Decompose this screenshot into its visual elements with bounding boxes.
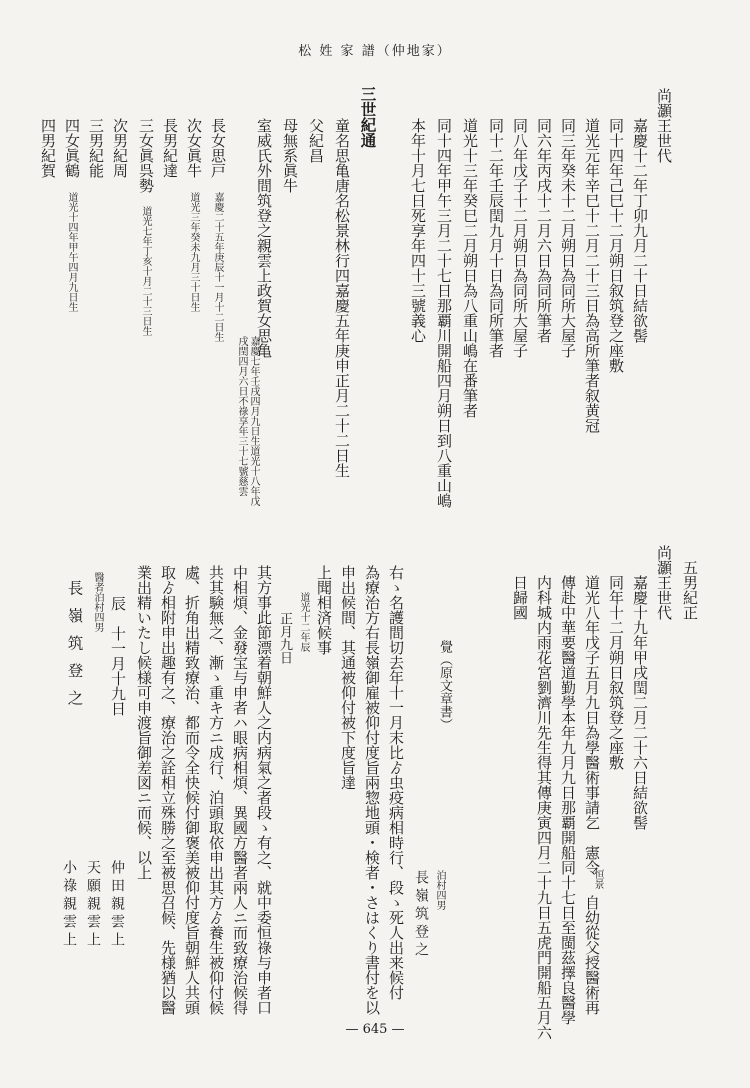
reign-heading: 尚灝王世代 bbox=[655, 88, 673, 163]
son-3: 三男紀能 bbox=[87, 118, 105, 178]
daughter-3: 三女眞呉勢 bbox=[137, 118, 155, 193]
wife-note: 戌閏四月六日不祿享年三十七號慈雲 bbox=[236, 336, 247, 496]
record-entry: 同十四年甲午三月二十七日那覇川開船四月朔日到八重山嶋 bbox=[435, 118, 453, 508]
lower-entry: 道光八年戊子五月九日為學醫術事請乞 憲令 bbox=[583, 575, 601, 875]
letter-line: 其方事此節漂着朝鮮人之内病氣之者段ゝ有之、就中委恒祿与申者口 bbox=[255, 565, 273, 1015]
son-1: 長男紀達 bbox=[161, 118, 179, 178]
daughter-3-note: 道光七年丁亥十月二十三日生 bbox=[140, 206, 151, 336]
lower-entry: 日歸國 bbox=[511, 575, 529, 620]
record-entry: 道光十三年癸巳二月朔日為八重山嶋在番筆者 bbox=[461, 118, 479, 418]
lower-reign: 尚灝王世代 bbox=[655, 545, 673, 620]
letter-line: 取ゟ相附申出趣有之、療治之詮相立殊勝之至被思召候、先様猶以醫 bbox=[159, 565, 177, 1015]
daughter-1-note: 嘉慶二十五年庚辰十一月十二日生 bbox=[212, 192, 223, 342]
record-entry: 嘉慶十二年丁卯九月二十日結欲髻 bbox=[631, 118, 649, 343]
lower-entry: 嘉慶十九年甲戌閏二月二十六日結欲髻 bbox=[631, 575, 649, 830]
letter-date: 正月九日 bbox=[277, 612, 292, 664]
lower-heading: 五男紀正 bbox=[681, 560, 699, 620]
letter-line: 為療治方右長嶺御雇被仰付度旨兩惣地頭・検者・さはくり書付を以 bbox=[363, 565, 381, 1015]
wife: 室威氏外間筑登之親雲上政賀女思亀 bbox=[255, 118, 273, 358]
daughter-2: 次女眞牛 bbox=[185, 118, 203, 178]
father: 父紀昌 bbox=[307, 118, 325, 163]
letter-line: 共其験無之、漸ゝ重キ方ニ成行、泊頭取依申出其方ゟ養生被仰付候 bbox=[207, 565, 225, 1015]
daughter-2-note: 道光三年癸未九月三十日生 bbox=[188, 192, 199, 312]
record-entry: 道光元年辛巳十二月二十三日為高所筆者叙黄冠 bbox=[583, 118, 601, 433]
lower-entry: 内科城内雨花宮劉濟川先生得其傳庚寅四月二十九日五虎門開船五月六 bbox=[535, 575, 553, 1040]
section-title: 三世紀通 bbox=[358, 86, 378, 148]
daughter-4-note: 道光十四年甲午四月九日生 bbox=[66, 192, 77, 312]
inline-note: 恒景 bbox=[592, 869, 603, 889]
closing-date: 辰 十一月十九日 bbox=[109, 596, 127, 716]
signer: 仲田親雲上 bbox=[109, 860, 125, 950]
lower-entry: 同年十二月朔日叙筑登之座敷 bbox=[607, 575, 625, 770]
letter-line: 申出候間、其通被仰付被下度旨達 bbox=[339, 565, 357, 790]
record-entry: 同三年癸未十二月朔日為同所大屋子 bbox=[559, 118, 577, 358]
son-2: 次男紀周 bbox=[111, 118, 129, 178]
signer: 天願親雲上 bbox=[85, 860, 101, 950]
wife-note: 嘉慶七年壬戌四月九日生道光十八年戊 bbox=[248, 336, 259, 506]
page-number: — 645 — bbox=[345, 1022, 405, 1037]
letter-line: 中相煩、金發宝与申者ハ眼病相煩、異國方醫者兩人ニ而致療治候得 bbox=[231, 565, 249, 1015]
lower-entry: 傳赴中華要醫道勤學本年九月九日那覇開船同十七日至閩茲擇良醫學 bbox=[559, 575, 577, 1025]
document-label: 覺（原文章書） bbox=[437, 640, 452, 731]
record-entry: 本年十月七日死享年四十三號義心 bbox=[409, 118, 427, 343]
daughter-1: 長女思戸 bbox=[209, 118, 227, 178]
record-entry: 同八年戊子十二月朔日為同所大屋子 bbox=[511, 118, 529, 358]
child-name: 童名思亀唐名松景林行四嘉慶五年庚申正月二十二日生 bbox=[333, 118, 351, 478]
letter-date: 道光十二年辰 bbox=[298, 592, 309, 652]
record-entry: 同六年丙戌十二月六日為同所筆者 bbox=[535, 118, 553, 343]
daughter-4: 四女眞鶴 bbox=[63, 118, 81, 178]
lower-entry-continued: 自幼從父授醫術再 bbox=[583, 895, 601, 1015]
letter-line: 業出精いたし候様可申渡旨御差図ニ而候、以上 bbox=[135, 565, 153, 880]
recipient-note: 醫者泊村四男 bbox=[92, 572, 103, 632]
recipient: 長嶺筑登之 bbox=[65, 580, 84, 718]
record-entry: 同十四年己巳十二月朔日叙筑登之座敷 bbox=[607, 118, 625, 373]
record-entry: 同十二年壬辰閏九月十日為同所筆者 bbox=[487, 118, 505, 358]
mother: 母無系眞牛 bbox=[281, 118, 299, 193]
letter-line: 右ゝ名護間切去年十一月末比ゟ虫疫病相時行、段ゝ死人出来候付 bbox=[387, 565, 405, 1000]
signer: 小祿親雲上 bbox=[61, 860, 77, 950]
letter-line: 處、折角出精致療治、都而令全快候付御褒美被仰付度旨朝鮮人共頭 bbox=[183, 565, 201, 1015]
document-sender: 長嶺筑登之 bbox=[413, 870, 429, 960]
running-header: 松 姓 家 譜（仲地家） bbox=[298, 44, 452, 59]
sender-note: 泊村四男 bbox=[434, 870, 445, 910]
son-4: 四男紀賀 bbox=[39, 118, 57, 178]
letter-line: 上聞相済候事 bbox=[315, 565, 333, 655]
